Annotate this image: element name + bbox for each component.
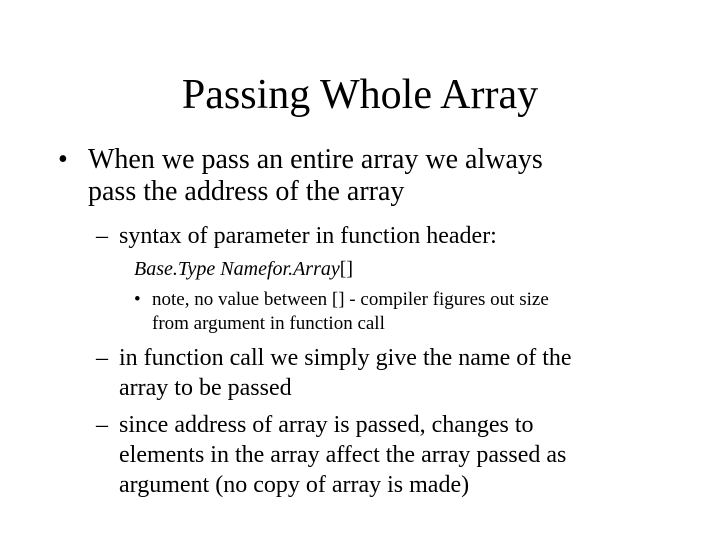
bullet-text <box>88 144 658 208</box>
subbullet-line: syntax of parameter in function header: <box>119 223 497 249</box>
note-bullet <box>134 288 694 336</box>
subbullet-line: array to be passed <box>119 375 292 401</box>
note-text <box>152 288 694 336</box>
slide-title: Passing Whole Array <box>181 72 539 118</box>
bullet-line: pass the address of the array <box>88 176 405 207</box>
dash-marker: – <box>96 223 108 249</box>
dash-marker: – <box>96 412 108 438</box>
note-marker: • <box>134 289 141 310</box>
code-type: Base.Type <box>134 258 216 280</box>
subbullet-line: in function call we simply give the name of the <box>119 345 572 371</box>
subbullet-function-call <box>96 343 696 403</box>
subbullet-address-passed <box>96 410 696 500</box>
subbullet-line: argument (no copy of array is made) <box>119 472 470 498</box>
syntax-example <box>134 257 353 281</box>
note-line: note, no value between [] - compiler figures out size <box>152 289 549 310</box>
subbullet-line: elements in the array affect the array passed as <box>119 442 567 468</box>
subbullet-syntax <box>96 221 696 251</box>
subbullet-text <box>119 221 696 251</box>
dash-marker: – <box>96 345 108 371</box>
subbullet-text <box>119 410 696 500</box>
bullet-pass-address <box>58 144 658 208</box>
code-name: Namefor.Array <box>220 258 340 280</box>
subbullet-text <box>119 343 696 403</box>
note-line: from argument in function call <box>152 313 385 334</box>
bullet-marker: • <box>58 144 68 175</box>
subbullet-line: since address of array is passed, changes to <box>119 412 534 438</box>
bullet-line: When we pass an entire array we always <box>88 144 543 175</box>
code-brackets: [] <box>339 258 354 280</box>
